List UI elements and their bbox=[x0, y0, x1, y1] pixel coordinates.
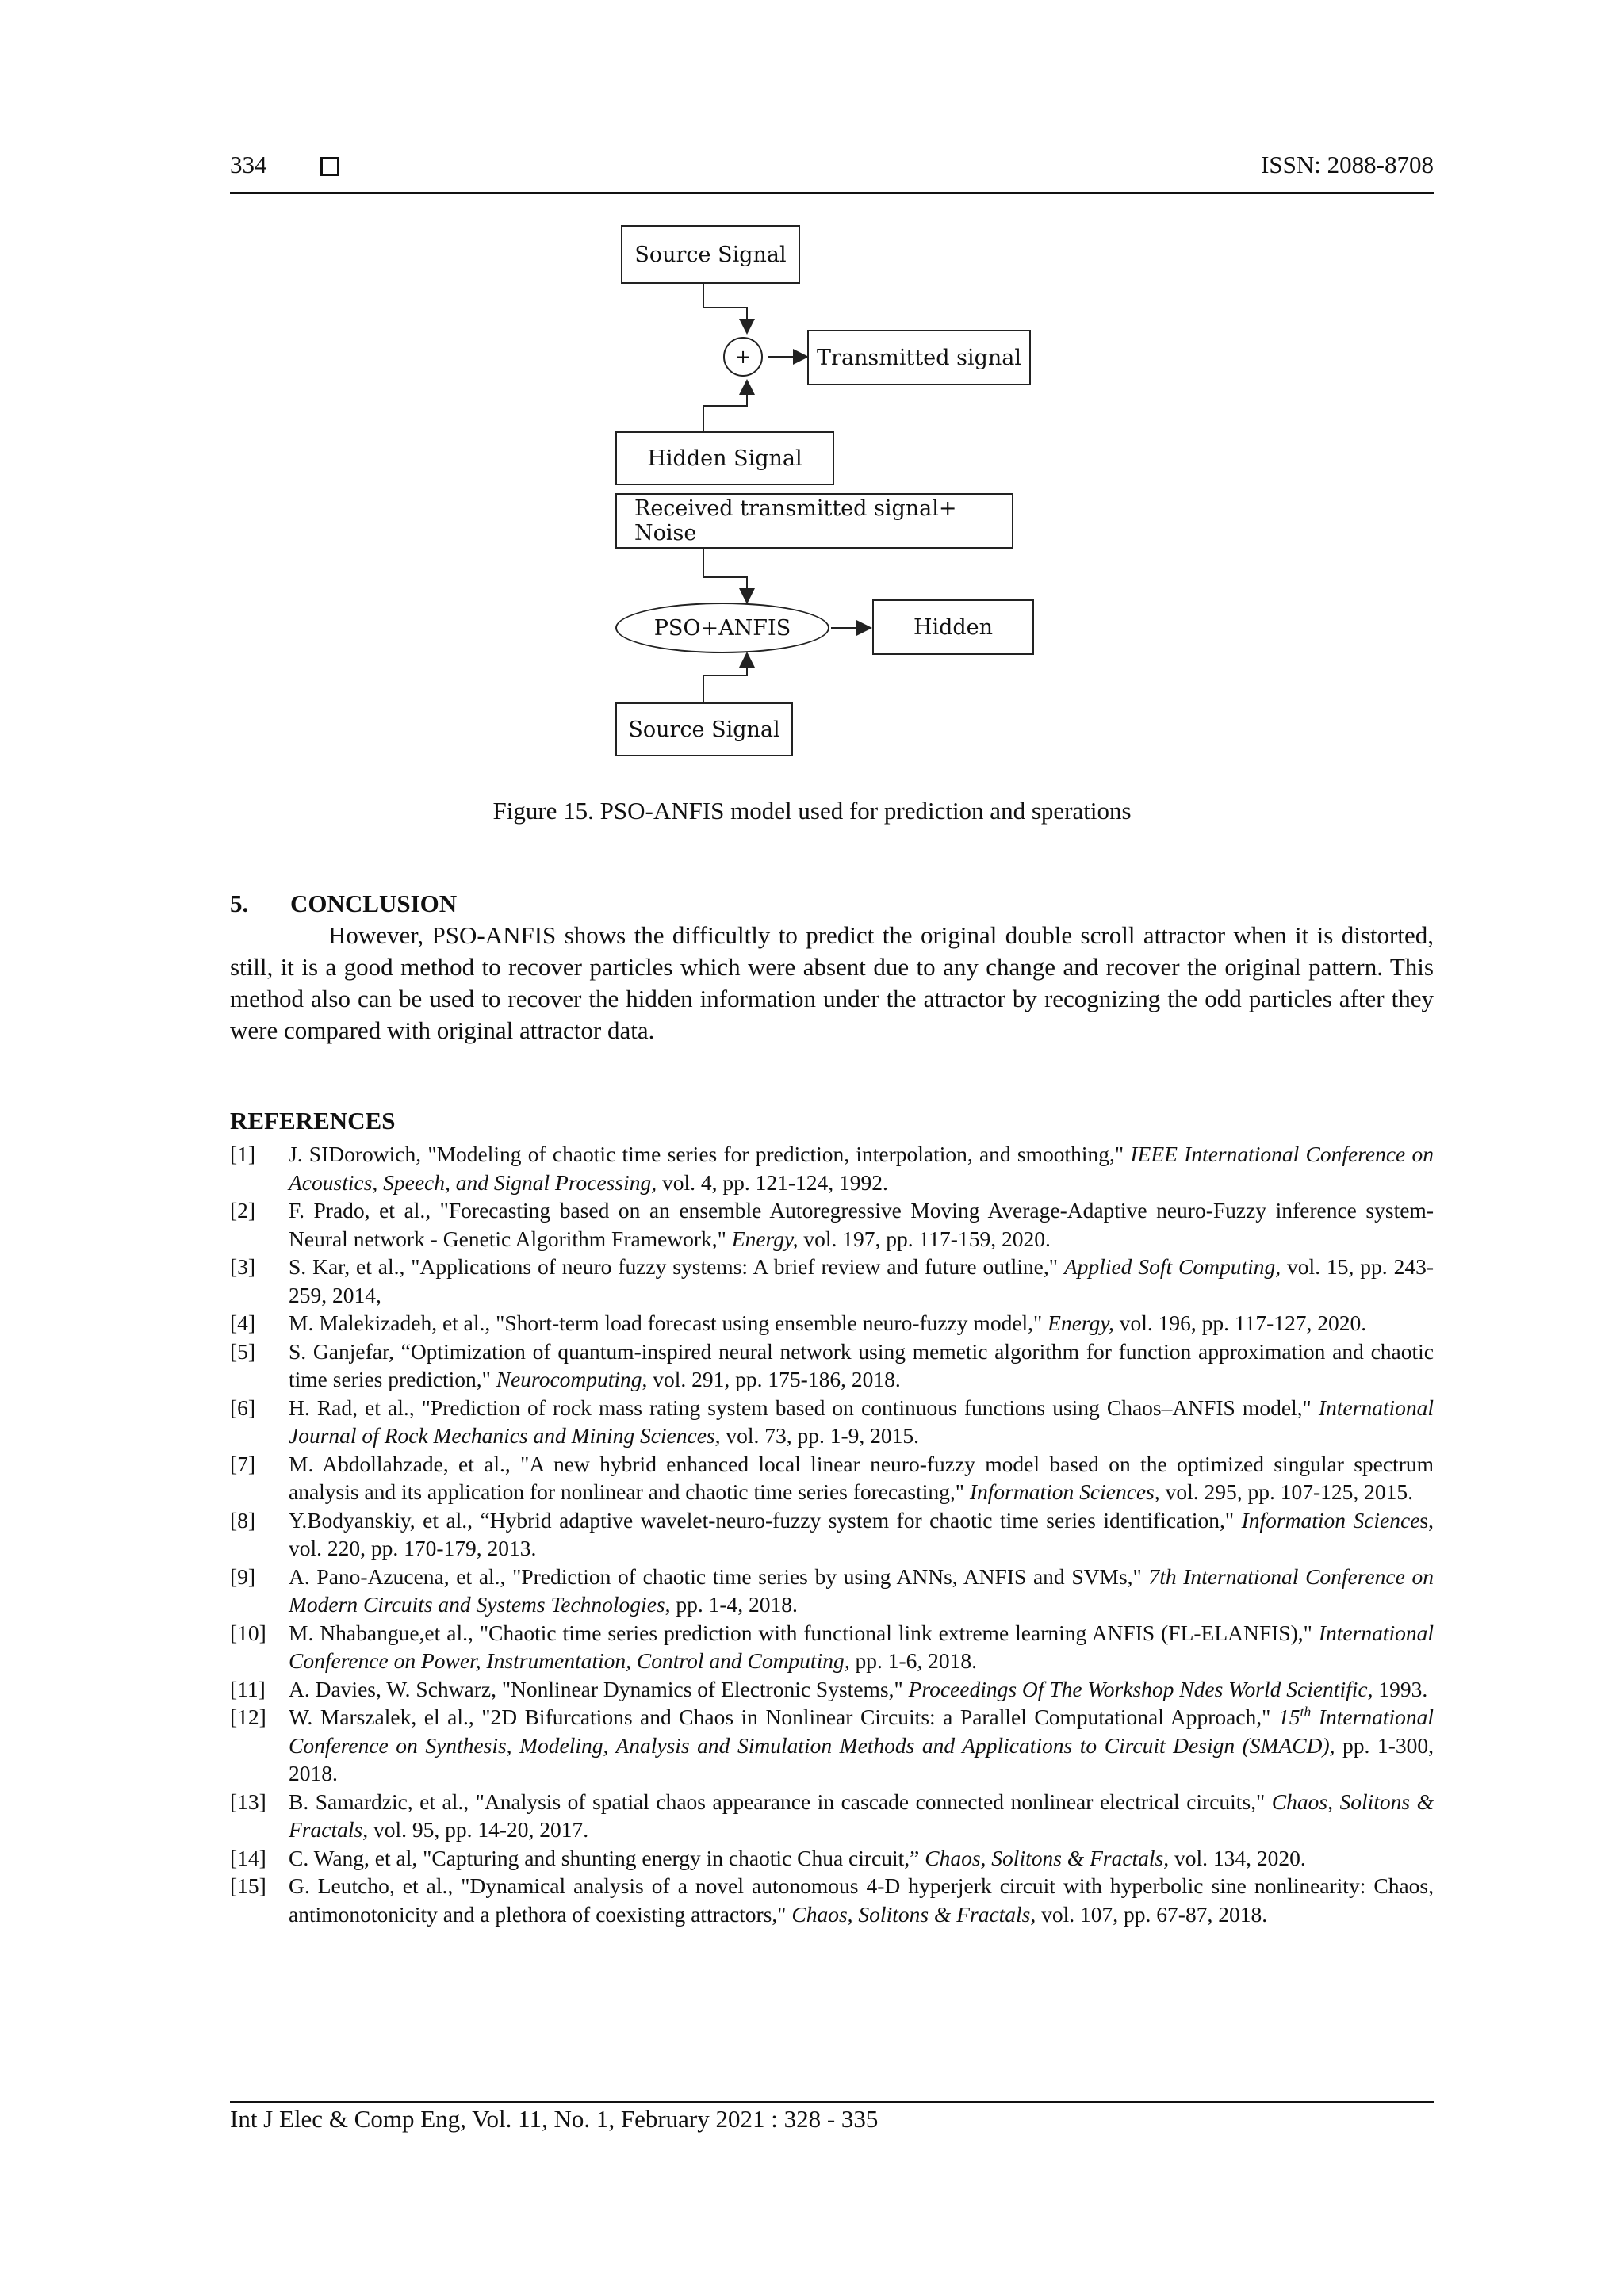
arrow-source-to-pso bbox=[703, 655, 747, 702]
reference-number: [4] bbox=[230, 1311, 256, 1335]
reference-number: [3] bbox=[230, 1254, 256, 1279]
issn: ISSN: 2088-8708 bbox=[1261, 151, 1434, 178]
reference-number: [2] bbox=[230, 1198, 256, 1223]
reference-venue: Proceedings Of The Workshop Ndes World Scientific, bbox=[908, 1676, 1373, 1701]
references-heading: REFERENCES bbox=[230, 1107, 396, 1135]
reference-text: H. Rad, et al., "Prediction of rock mass rating system based on continuous functions using Chaos–ANFIS model," bbox=[289, 1395, 1319, 1420]
hidden-output-box: Hidden bbox=[872, 599, 1034, 655]
reference-item bbox=[230, 1563, 1434, 1619]
reference-number: [6] bbox=[230, 1395, 256, 1420]
reference-details: pp. 1-6, 2018. bbox=[849, 1648, 978, 1673]
reference-number: [10] bbox=[230, 1620, 266, 1645]
reference-details: s, vol. 220, pp. 170-179, 2013. bbox=[289, 1507, 1434, 1560]
reference-item bbox=[230, 1675, 1434, 1704]
arrow-received-to-pso bbox=[703, 549, 747, 601]
plus-junction: + bbox=[723, 337, 763, 377]
reference-number: [15] bbox=[230, 1873, 266, 1898]
reference-number: [11] bbox=[230, 1676, 266, 1701]
reference-text: M. Nhabangue,et al., "Chaotic time series prediction with functional link extreme learning ANFIS (FL-ELANFIS)," bbox=[289, 1620, 1319, 1645]
reference-item bbox=[230, 1450, 1434, 1506]
reference-details: vol. 73, pp. 1-9, 2015. bbox=[720, 1423, 920, 1448]
reference-item bbox=[230, 1140, 1434, 1196]
reference-details: 1993. bbox=[1373, 1676, 1428, 1701]
source-signal-box-top: Source Signal bbox=[621, 225, 800, 284]
reference-item bbox=[230, 1196, 1434, 1253]
hidden-signal-box: Hidden Signal bbox=[615, 431, 834, 485]
reference-text: G. Leutcho, et al., "Dynamical analysis of a novel autonomous 4-D hyperjerk circuit with hyperbolic sine nonlinearity: Chaos, antimonotonicity and a plethora of coexisting attractors," bbox=[289, 1873, 1434, 1927]
reference-venue: 7th International Conference on Modern Circuits and Systems Technologies bbox=[289, 1563, 1434, 1617]
source-signal-box-bottom: Source Signal bbox=[615, 702, 793, 756]
reference-item bbox=[230, 1619, 1434, 1675]
reference-number: [7] bbox=[230, 1451, 256, 1476]
section-title: CONCLUSION bbox=[290, 890, 458, 917]
reference-item bbox=[230, 1788, 1434, 1844]
journal-footer: Int J Elec & Comp Eng, Vol. 11, No. 1, February 2021 : 328 - 335 bbox=[230, 2105, 879, 2133]
pso-anfis-ellipse: PSO+ANFIS bbox=[615, 603, 829, 653]
reference-text: F. Prado, et al., "Forecasting based on an ensemble Autoregressive Moving Average-Adaptive neuro-Fuzzy inference system-Neural network - Genetic Algorithm Framework," bbox=[289, 1198, 1434, 1251]
reference-venue: International Conference on Power, Instrumentation, Control and Computing, bbox=[289, 1620, 1434, 1673]
arrow-hidden-to-plus bbox=[703, 382, 747, 431]
reference-details: vol. 107, pp. 67-87, 2018. bbox=[1036, 1901, 1268, 1927]
reference-venue: Energy, bbox=[731, 1226, 799, 1251]
reference-details: pp. 1-300, 2018. bbox=[289, 1732, 1434, 1785]
reference-text: B. Samardzic, et al., "Analysis of spatial chaos appearance in cascade connected nonlinear electrical circuits," bbox=[289, 1789, 1272, 1814]
reference-details: vol. 4, pp. 121-124, 1992. bbox=[657, 1169, 888, 1195]
reference-item bbox=[230, 1703, 1434, 1788]
section-number: 5. bbox=[230, 890, 249, 917]
page-number: 334 bbox=[230, 151, 267, 178]
reference-details: vol. 197, pp. 117-159, 2020. bbox=[798, 1226, 1051, 1251]
conclusion-heading bbox=[230, 890, 457, 918]
reference-number: [9] bbox=[230, 1563, 256, 1589]
reference-list bbox=[230, 1140, 1434, 1928]
reference-item bbox=[230, 1394, 1434, 1450]
transmitted-signal-box: Transmitted signal bbox=[807, 330, 1031, 385]
conclusion-paragraph: However, PSO-ANFIS shows the difficultly to predict the original double scroll attractor when it is distorted, still, it is a good method to recover particles which were absent due to any change and recover the original pattern. This method also can be used to recover the hidden information under the attractor by recognizing the odd particles after they were compared with original attractor data. bbox=[230, 921, 1434, 1044]
reference-venue: Neurocomputing bbox=[496, 1367, 642, 1391]
reference-details: vol. 15, pp. 243-259, 2014, bbox=[289, 1254, 1434, 1307]
received-signal-box: Received transmitted signal+ Noise bbox=[615, 493, 1013, 549]
reference-venue: Information Sciences, bbox=[969, 1479, 1160, 1504]
reference-number: [13] bbox=[230, 1789, 266, 1814]
reference-item bbox=[230, 1506, 1434, 1563]
footer-rule bbox=[230, 2101, 1434, 2103]
reference-text: A. Davies, W. Schwarz, "Nonlinear Dynamics of Electronic Systems," bbox=[289, 1676, 909, 1701]
reference-item bbox=[230, 1872, 1434, 1928]
reference-text: A. Pano-Azucena, et al., "Prediction of chaotic time series by using ANNs, ANFIS and SVMs," bbox=[289, 1563, 1149, 1589]
reference-details: , vol. 291, pp. 175-186, 2018. bbox=[642, 1367, 901, 1391]
reference-venue: Applied Soft Computing, bbox=[1063, 1254, 1281, 1279]
reference-text: W. Marszalek, el al., "2D Bifurcations and Chaos in Nonlinear Circuits: a Parallel Computational Approach," bbox=[289, 1705, 1278, 1729]
reference-details: vol. 196, pp. 117-127, 2020. bbox=[1113, 1311, 1367, 1335]
arrow-source-to-plus bbox=[703, 284, 747, 331]
flow-arrows bbox=[0, 0, 1624, 793]
reference-number: [14] bbox=[230, 1845, 266, 1870]
figure-caption: Figure 15. PSO-ANFIS model used for prediction and sperations bbox=[492, 797, 1132, 825]
reference-item bbox=[230, 1337, 1434, 1394]
reference-text: M. Malekizadeh, et al., "Short-term load forecast using ensemble neuro-fuzzy model," bbox=[289, 1311, 1048, 1335]
reference-details: vol. 134, 2020. bbox=[1169, 1845, 1306, 1870]
reference-text: Y.Bodyanskiy, et al., “Hybrid adaptive wavelet-neuro-fuzzy system for chaotic time series identification," bbox=[289, 1507, 1242, 1533]
reference-number: [12] bbox=[230, 1705, 266, 1729]
reference-venue: Information Science bbox=[1241, 1507, 1420, 1533]
reference-details: vol. 295, pp. 107-125, 2015. bbox=[1159, 1479, 1413, 1504]
reference-item bbox=[230, 1844, 1434, 1873]
reference-text: C. Wang, et al, "Capturing and shunting energy in chaotic Chua circuit,” bbox=[289, 1845, 925, 1870]
reference-venue: Chaos, Solitons & Fractals, bbox=[925, 1845, 1170, 1870]
reference-venue: IEEE International Conference on Acoustics, Speech, and Signal Processing, bbox=[289, 1142, 1434, 1195]
reference-venue: Energy, bbox=[1048, 1311, 1114, 1335]
reference-details: vol. 95, pp. 14-20, 2017. bbox=[368, 1817, 589, 1842]
reference-details: , pp. 1-4, 2018. bbox=[665, 1592, 798, 1617]
reference-number: [5] bbox=[230, 1338, 256, 1364]
reference-venue: Chaos, Solitons & Fractals, bbox=[289, 1789, 1434, 1842]
reference-text: M. Abdollahzade, et al., "A new hybrid enhanced local linear neuro-fuzzy model based on the optimized singular spectrum analysis and its application for nonlinear and chaotic time series forecasting," bbox=[289, 1451, 1434, 1504]
reference-text: S. Kar, et al., "Applications of neuro fuzzy systems: A brief review and future outline," bbox=[289, 1254, 1064, 1279]
reference-item bbox=[230, 1309, 1434, 1337]
reference-item bbox=[230, 1253, 1434, 1309]
reference-number: [8] bbox=[230, 1507, 256, 1533]
reference-number: [1] bbox=[230, 1142, 256, 1166]
reference-venue: 15th International Conference on Synthesis, Modeling, Analysis and Simulation Methods and Applications to Circuit Design (SMACD), bbox=[289, 1703, 1434, 1758]
reference-venue: Chaos, Solitons & Fractals, bbox=[791, 1901, 1036, 1927]
reference-text: S. Ganjefar, “Optimization of quantum-inspired neural network using memetic algorithm for function approximation and chaotic time series prediction," bbox=[289, 1338, 1434, 1391]
reference-venue: International Journal of Rock Mechanics and Mining Sciences, bbox=[289, 1395, 1434, 1448]
reference-text: J. SIDorowich, "Modeling of chaotic time series for prediction, interpolation, and smoothing," bbox=[289, 1142, 1131, 1166]
